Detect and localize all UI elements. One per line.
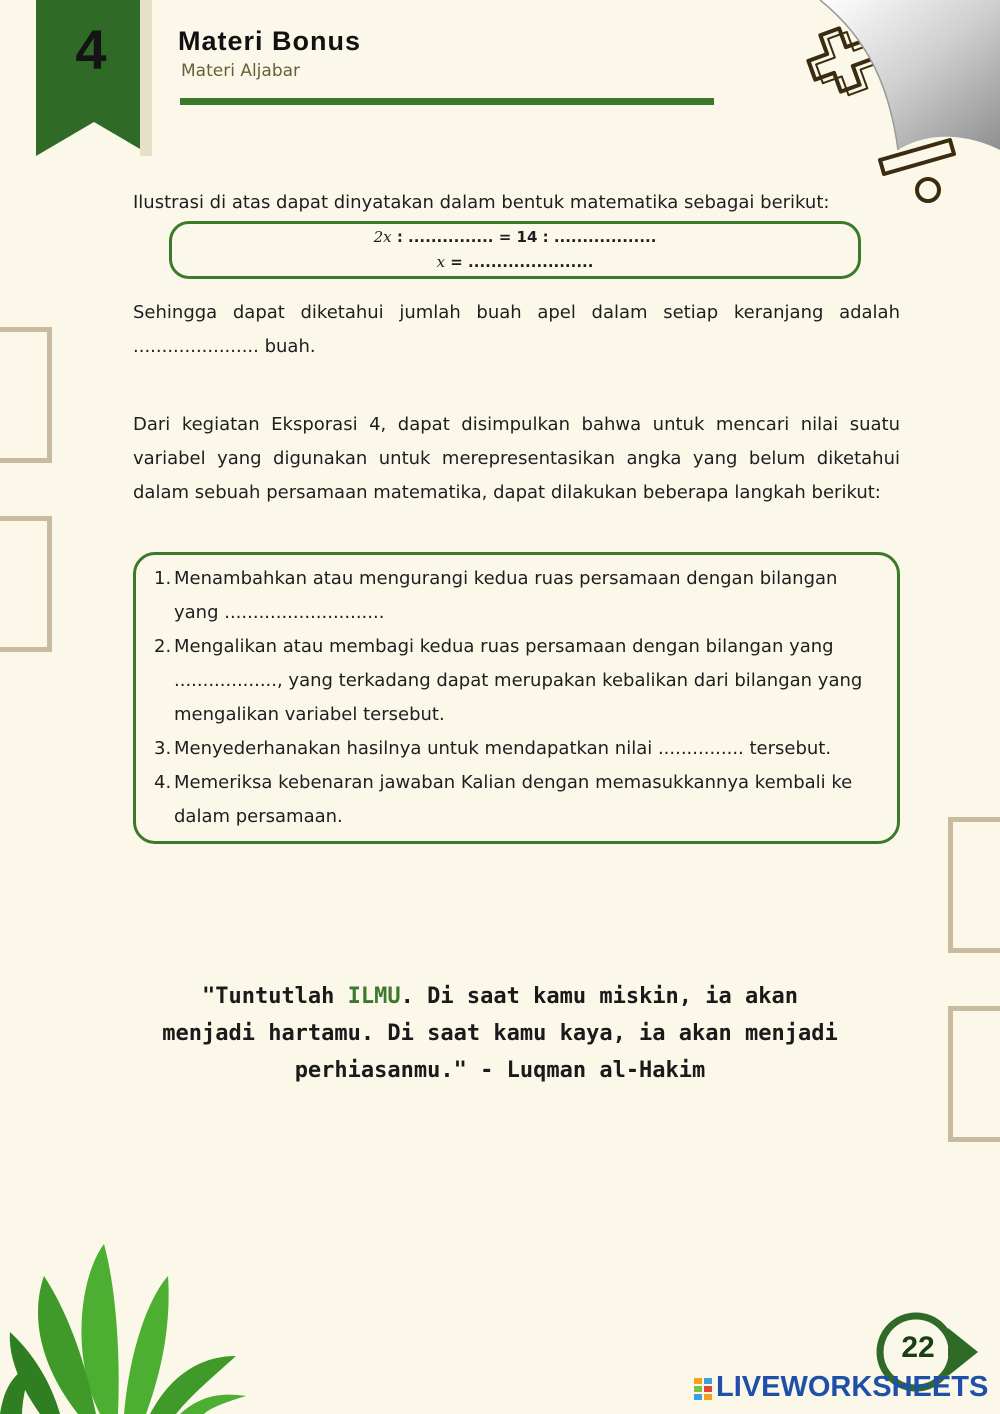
title-divider: [180, 98, 714, 105]
list-item: 2. Mengalikan atau membagi kedua ruas persamaan dengan bilangan yang .................., yang terkadang dapat merupakan kebalikan dari bilangan yang mengalikan variabel tersebut.: [154, 636, 863, 725]
list-item: 3. Menyederhanakan hasilnya untuk mendapatkan nilai ............... tersebut.: [154, 738, 832, 759]
page-subtitle: Materi Aljabar: [181, 61, 301, 81]
steps-list: [152, 562, 882, 834]
side-frame-decoration: [0, 516, 52, 652]
math-symbols-decoration: [780, 0, 1000, 210]
page-number: 22: [901, 1331, 935, 1364]
side-frame-decoration: [948, 1006, 1000, 1142]
side-frame-decoration: [0, 327, 52, 463]
paragraph-apel: Sehingga dapat diketahui jumlah buah apel dalam setiap keranjang adalah ...................... buah.: [133, 302, 900, 357]
formula-variable: 2𝑥: [373, 228, 392, 246]
formula-blank-line-1[interactable]: : ............... = 14 : ..................: [391, 228, 657, 246]
chapter-number: 4: [75, 18, 107, 81]
list-item: 4. Memeriksa kebenaran jawaban Kalian dengan memasukkannya kembali ke dalam persamaan.: [154, 772, 853, 827]
page-title: Materi Bonus: [178, 26, 362, 56]
watermark: LIVEWORKSHEETS: [716, 1371, 989, 1403]
formula-variable: 𝑥: [436, 253, 446, 271]
formula-line-2: [169, 253, 861, 271]
formula-line-1: [169, 228, 861, 246]
intro-text: Ilustrasi di atas dapat dinyatakan dalam bentuk matematika sebagai berikut:: [133, 192, 830, 213]
side-frame-decoration: [948, 817, 1000, 953]
quote: "Tuntutlah ILMU. Di saat kamu miskin, ia akan menjadi hartamu. Di saat kamu kaya, ia akan menjadi perhiasanmu." - Luqman al-Hakim: [162, 984, 838, 1083]
formula-blank-line-2[interactable]: = ......................: [445, 253, 594, 271]
paragraph-kesimpulan: Dari kegiatan Eksporasi 4, dapat disimpulkan bahwa untuk mencari nilai suatu variabel yang digunakan untuk merepresentasikan angka yang belum diketahui dalam sebuah persamaan matematika, dapat dilakukan beberapa langkah berikut:: [133, 414, 900, 503]
liveworksheets-logo-icon: [694, 1378, 712, 1400]
list-item: 1. Menambahkan atau mengurangi kedua ruas persamaan dengan bilangan yang ............................: [154, 568, 838, 623]
quote-highlight: ILMU: [347, 984, 401, 1009]
plant-decoration: [0, 1236, 250, 1414]
